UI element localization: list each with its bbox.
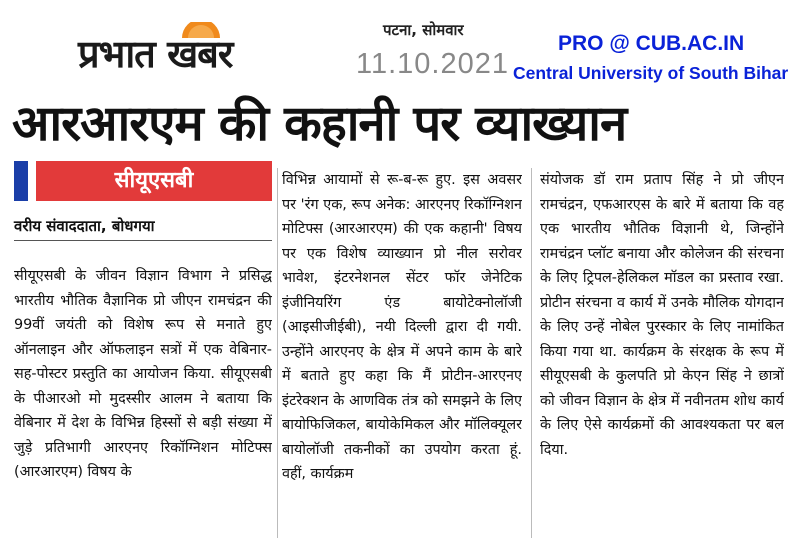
badge-stripe bbox=[14, 161, 28, 201]
column-divider bbox=[531, 168, 532, 538]
dateline-city: पटना, सोमवार bbox=[383, 21, 464, 39]
section-badge-wrap bbox=[14, 161, 272, 201]
article-column-2: विभिन्न आयामों से रू-ब-रू हुए. इस अवसर पर 'रंग एक, रूप अनेक: आरएनए रिकॉग्निशन मोटिफ्स (आरआरएम) की एक कहानी' विषय पर एक विशेष व्याख्यान प्रो नील सरोवर भावेश, इंटरनेशनल सेंटर फॉर जेनेटिक इंजीनियरिंग एंड बायोटेक्नोलॉजी (आइसीजीईबी), नयी दिल्ली द्वारा दी गयी. उन्होंने आरएनए के क्षेत्र में अपने काम के बारे में बताते हुए कहा कि मैं प्रोटीन-आरएनए इंटरेक्शन के आणविक तंत्र को समझने के लिए बायोफिजिकल, बायोकेमिकल और मॉलिक्यूलर बायोलॉजी तकनीकों का उपयोग करता हूं. वहीं, कार्यक्रम bbox=[282, 172, 522, 482]
university-tag: Central University of South Bihar bbox=[513, 63, 789, 83]
headline: आरआरएम की कहानी पर व्याख्यान bbox=[12, 95, 627, 152]
column-divider bbox=[277, 168, 278, 538]
article-column-1: सीयूएसबी के जीवन विज्ञान विभाग ने प्रसिद्ध भारतीय भौतिक वैज्ञानिक प्रो जीएन रामचंद्रन की 99वीं जयंती को विशेष रूप से मनाते हुए ऑनलाइन और ऑफलाइन सत्रों में एक वेबिनार-सह-पोस्टर प्रस्तुति का आयोजन किया. सीयूएसबी के पीआरओ मो मुदस्सीर आलम ने बताया कि वेबिनार में देश के विभिन्न हिस्सों से बड़ी संख्या में जुड़े प्रतिभागी आरएनए रिकॉग्निशन मोटिफ्स (आरआरएम) विषय के bbox=[14, 268, 272, 480]
masthead bbox=[78, 22, 328, 80]
section-badge: सीयूएसबी bbox=[36, 161, 272, 201]
byline: वरीय संवाददाता, बोधगया bbox=[14, 217, 155, 235]
article-column-3: संयोजक डॉ राम प्रताप सिंह ने प्रो जीएन रामचंद्रन, एफआरएस के बारे में बताया कि वह एक भारतीय भौतिक विज्ञानी थे, जिन्होंने रामचंद्रन प्लॉट बनाया और कोलेजन की संरचना के लिए ट्रिपल-हेलिकल मॉडल का प्रस्ताव रखा. प्रोटीन संरचना व कार्य में उनके मौलिक योगदान के लिए उन्हें नोबेल पुरस्कार के लिए नामांकित किया गया था. कार्यक्रम के संरक्षक के रूप में सीयूएसबी के कुलपति प्रो केएन सिंह ने छात्रों को जीवन विज्ञान के क्षेत्र में नवीनतम शोध कार्य के लिए ऐसे कार्यक्रमों की आवश्यकता पर बल दिया. bbox=[540, 172, 784, 458]
byline-divider bbox=[14, 240, 272, 241]
newspaper-name: प्रभात खबर bbox=[78, 32, 233, 76]
pro-email-tag: PRO @ CUB.AC.IN bbox=[558, 32, 745, 55]
dateline-date: 11.10.2021 bbox=[356, 48, 509, 80]
